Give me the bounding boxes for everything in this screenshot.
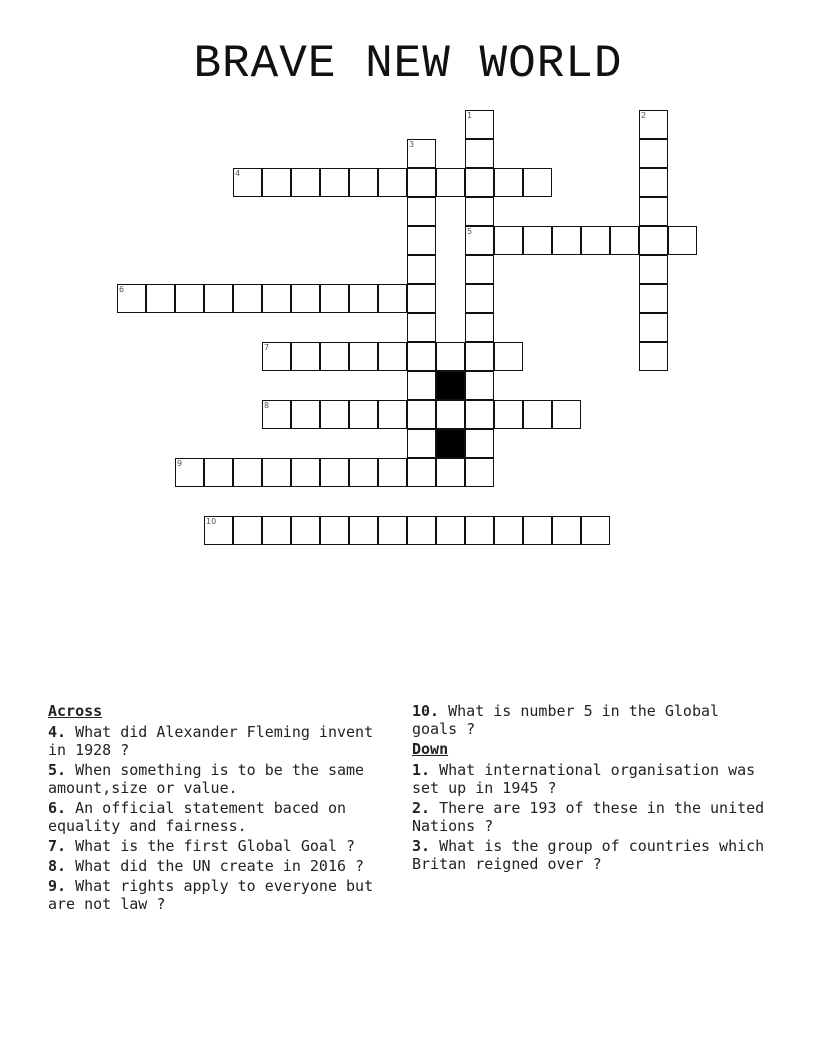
grid-cell[interactable] [204,284,233,313]
grid-cell[interactable] [465,371,494,400]
down-heading: Down [412,740,449,758]
grid-cell[interactable] [349,284,378,313]
grid-cell[interactable] [465,400,494,429]
clue-item [48,761,393,797]
grid-cell[interactable] [436,168,465,197]
grid-cell[interactable] [320,342,349,371]
grid-cell[interactable] [436,458,465,487]
clue-number: 3. [412,837,431,855]
clue-text: What rights apply to everyone but are not law ? [48,877,374,913]
grid-cell[interactable] [639,226,668,255]
grid-cell[interactable] [552,516,581,545]
clue-number: 2. [412,799,431,817]
grid-cell[interactable] [494,516,523,545]
grid-cell[interactable] [436,342,465,371]
grid-cell[interactable] [407,255,436,284]
grid-cell[interactable] [639,197,668,226]
grid-cell[interactable] [610,226,639,255]
across-clue-list-continued [412,702,772,738]
grid-cell[interactable] [494,168,523,197]
grid-cell[interactable] [233,284,262,313]
grid-cell[interactable] [407,226,436,255]
grid-cell[interactable] [407,342,436,371]
grid-cell[interactable] [407,516,436,545]
grid-cell[interactable] [465,255,494,284]
grid-cell[interactable] [175,458,204,487]
grid-cell[interactable] [262,400,291,429]
grid-cell[interactable] [349,168,378,197]
grid-cell[interactable] [233,168,262,197]
cell-number: 9 [177,459,183,468]
grid-cell[interactable] [204,516,233,545]
grid-cell[interactable] [291,400,320,429]
clue-item [412,799,772,835]
clue-text: What is the group of countries which Britan reigned over ? [412,837,765,873]
grid-cell[interactable] [552,400,581,429]
clue-item [48,857,393,875]
clue-number: 1. [412,761,431,779]
clue-text: What international organisation was set up in 1945 ? [412,761,756,797]
grid-cell[interactable] [378,284,407,313]
clue-text: When something is to be the same amount,size or value. [48,761,365,797]
grid-cell[interactable] [523,400,552,429]
clues-right-column [412,702,772,875]
clue-item [48,799,393,835]
grid-block [436,429,465,458]
grid-cell[interactable] [639,110,668,139]
grid-cell[interactable] [465,197,494,226]
grid-cell[interactable] [639,139,668,168]
grid-cell[interactable] [320,458,349,487]
grid-cell[interactable] [320,284,349,313]
cell-number: 7 [264,343,270,352]
grid-cell[interactable] [639,168,668,197]
grid-cell[interactable] [523,168,552,197]
grid-cell[interactable] [465,284,494,313]
clue-text: An official statement baced on equality and fairness. [48,799,347,835]
grid-cell[interactable] [407,168,436,197]
cell-number: 2 [641,111,647,120]
clue-text: What is number 5 in the Global goals ? [412,702,720,738]
grid-cell[interactable] [349,516,378,545]
grid-cell[interactable] [204,458,233,487]
grid-cell[interactable] [639,342,668,371]
clue-number: 7. [48,837,67,855]
grid-cell[interactable] [465,313,494,342]
grid-cell[interactable] [320,168,349,197]
across-heading: Across [48,702,103,720]
grid-cell[interactable] [378,516,407,545]
grid-cell[interactable] [465,168,494,197]
grid-cell[interactable] [639,284,668,313]
down-clue-list [412,761,772,873]
grid-cell[interactable] [465,110,494,139]
clue-item [48,723,393,759]
clue-number: 9. [48,877,67,895]
grid-cell[interactable] [465,226,494,255]
grid-cell[interactable] [639,255,668,284]
clue-text: What is the first Global Goal ? [66,837,356,855]
grid-cell[interactable] [407,371,436,400]
grid-cell[interactable] [407,429,436,458]
grid-cell[interactable] [262,284,291,313]
grid-cell[interactable] [465,458,494,487]
clue-item [412,837,772,873]
clue-number: 5. [48,761,67,779]
grid-cell[interactable] [581,226,610,255]
grid-cell[interactable] [117,284,146,313]
grid-cell[interactable] [262,168,291,197]
grid-cell[interactable] [320,516,349,545]
grid-cell[interactable] [146,284,175,313]
grid-cell[interactable] [465,516,494,545]
grid-cell[interactable] [262,458,291,487]
grid-cell[interactable] [494,342,523,371]
grid-cell[interactable] [378,342,407,371]
clue-text: What did Alexander Fleming invent in 1928 ? [48,723,374,759]
grid-cell[interactable] [639,313,668,342]
cell-number: 5 [467,227,473,236]
grid-cell[interactable] [378,168,407,197]
grid-cell[interactable] [291,342,320,371]
clue-number: 8. [48,857,67,875]
clues-left-column [48,702,393,915]
grid-cell[interactable] [175,284,204,313]
across-clue-list [48,723,393,913]
grid-cell[interactable] [378,400,407,429]
grid-cell[interactable] [262,342,291,371]
grid-cell[interactable] [436,516,465,545]
grid-cell[interactable] [291,284,320,313]
clue-item [48,877,393,913]
grid-cell[interactable] [291,458,320,487]
grid-cell[interactable] [407,400,436,429]
grid-cell[interactable] [465,139,494,168]
grid-cell[interactable] [465,429,494,458]
grid-cell[interactable] [407,139,436,168]
cell-number: 1 [467,111,473,120]
cell-number: 10 [206,517,217,526]
clue-item [412,702,772,738]
grid-cell[interactable] [407,313,436,342]
grid-cell[interactable] [233,516,262,545]
clue-text: There are 193 of these in the united Nations ? [412,799,765,835]
cell-number: 6 [119,285,125,294]
grid-cell[interactable] [581,516,610,545]
clue-number: 10. [412,702,440,720]
grid-cell[interactable] [494,400,523,429]
clue-text: What did the UN create in 2016 ? [66,857,365,875]
clue-number: 6. [48,799,67,817]
clue-item [412,761,772,797]
clue-number: 4. [48,723,67,741]
grid-cell[interactable] [523,516,552,545]
cell-number: 3 [409,140,415,149]
grid-cell[interactable] [291,168,320,197]
grid-cell[interactable] [233,458,262,487]
grid-cell[interactable] [407,197,436,226]
grid-cell[interactable] [668,226,697,255]
grid-cell[interactable] [407,458,436,487]
grid-cell[interactable] [494,226,523,255]
clue-item [48,837,393,855]
grid-block [436,371,465,400]
grid-cell[interactable] [465,342,494,371]
grid-cell[interactable] [349,342,378,371]
grid-cell[interactable] [436,400,465,429]
grid-cell[interactable] [378,458,407,487]
grid-cell[interactable] [262,516,291,545]
grid-cell[interactable] [291,516,320,545]
grid-cell[interactable] [349,458,378,487]
grid-cell[interactable] [320,400,349,429]
grid-cell[interactable] [552,226,581,255]
grid-cell[interactable] [523,226,552,255]
cell-number: 8 [264,401,270,410]
grid-cell[interactable] [349,400,378,429]
puzzle-title: BRAVE NEW WORLD [193,38,623,90]
grid-cell[interactable] [407,284,436,313]
cell-number: 4 [235,169,241,178]
